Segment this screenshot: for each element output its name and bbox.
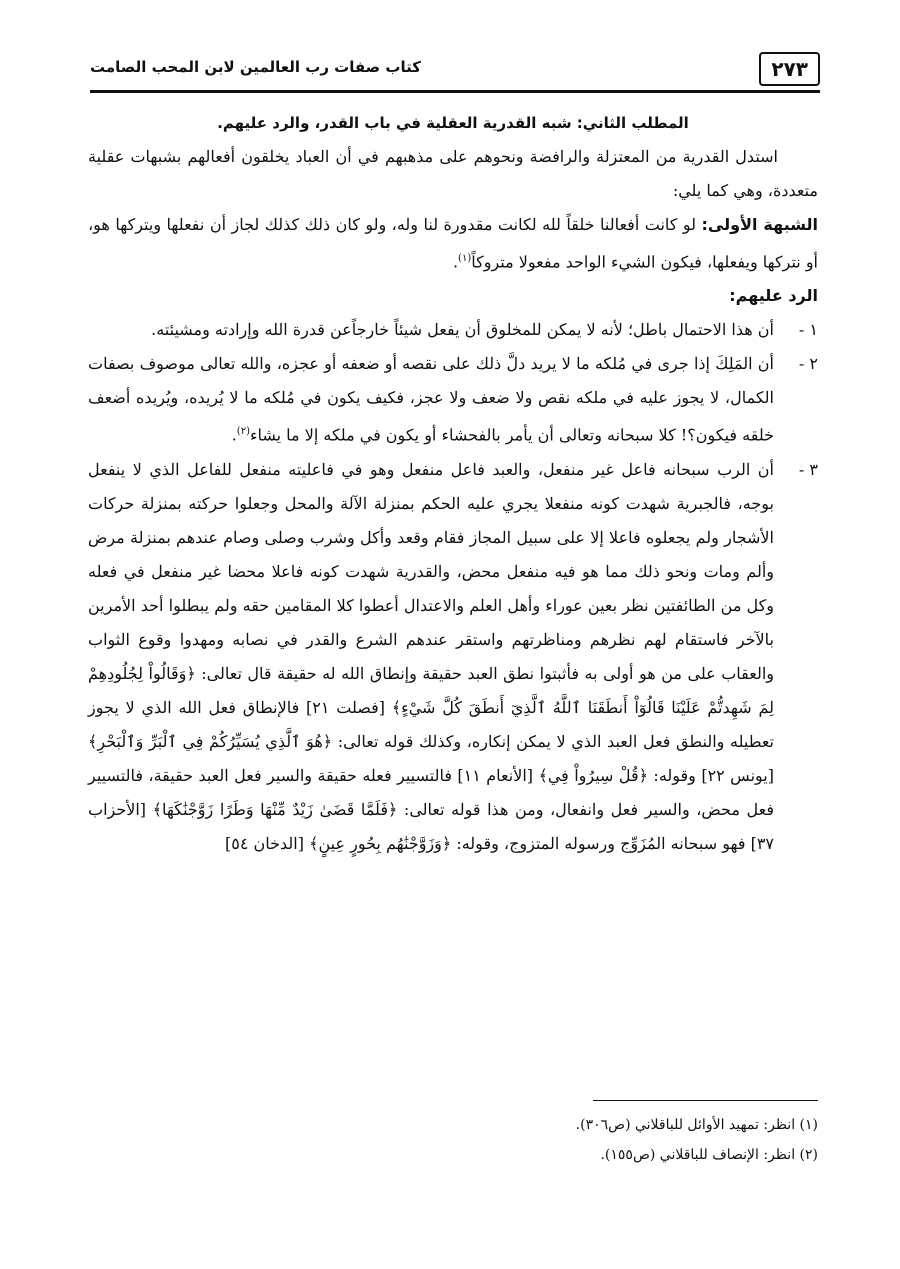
list-item	[88, 347, 818, 452]
page-number: ٢٧٣	[759, 52, 820, 86]
footnote-ref: (٢)	[236, 426, 250, 438]
item-number: ٣ -	[798, 459, 818, 479]
item-text: أن هذا الاحتمال باطل؛ لأنه لا يمكن للمخلوق أن يفعل شيئاً خارجاًعن قدرة الله وإرادته ومشيئته.	[151, 320, 774, 340]
intro-paragraph: استدل القدرية من المعتزلة والرافضة ونحوهم على مذهبهم في أن العباد يخلقون أفعالهم بشبهات عقلية متعددة، وهي كما يلي:	[88, 147, 818, 200]
footnotes	[88, 1110, 818, 1170]
list-item	[88, 313, 818, 347]
list-item	[88, 453, 818, 861]
item-number: ٢ -	[798, 354, 818, 374]
shubha-text: لو كانت أفعالنا خلقاً لله لكانت مقدورة لنا وله، ولو كان ذلك كذلك لجاز أن نفعلها ويتركها هو، أو نتركها ويفعلها، فيكون الشيء الواحد مفعولا متروكاً	[88, 215, 818, 272]
item-text: أن الرب سبحانه فاعل غير منفعل، والعبد فاعل منفعل وهو في فاعليته منفعل للفاعل الذي لا ينفعل بوجه، فالجبرية شهدت كونه منفعلا يجري عليه الحكم بمنزلة الآلة والمحل وجعلوا حركته بمنزلة حركات الأشجار ولم يجعلوه فاعلا إلا على سبيل المجاز فقام وقعد وأكل وشرب وصلى وصام عندهم بمنزلة مرض وألم ومات ونحو ذلك مما هو فيه منفعل محض، والقدرية شهدت كونه فاعلا محضا غير منفعل في فعله وكل من الطائفتين نظر بعين عوراء وأهل العلم والاعتدال أعطوا كلا المقامين حقه ولم يبطلوا أحد الأمرين بالآخر فاستقام لهم نظرهم ومناظرتهم واستقر عندهم الشرع والقدر في نصابه ومهدوا وقوع الثواب والعقاب على من هو أولى به فأثبتوا نطق العبد حقيقة وإنطاق الله له حقيقة قال تعالى: ﴿وَقَالُواْ لِجُلُودِهِمْ لِمَ شَهِدتُّمْ عَلَيْنَا قَالُوٓاْ أَنطَقَنَا ٱللَّهُ ٱلَّذِيٓ أَنطَقَ كُلَّ شَيْءٍ﴾ [فصلت ٢١] فالإنطاق فعل الله الذي لا يجوز تعطيله والنطق فعل العبد الذي لا يمكن إنكاره، وكذلك قوله تعالى: ﴿هُوَ ٱلَّذِي يُسَيِّرُكُمْ فِي ٱلْبَرِّ وَٱلْبَحْرِ﴾ [يونس ٢٢] وقوله: ﴿قُلْ سِيرُواْ فِي﴾ [الأنعام ١١] فالتسيير فعله حقيقة والسير فعل العبد حقيقة، فالتسيير فعل محض، والسير فعل وانفعال، ومن هذا قوله تعالى: ﴿فَلَمَّا قَضَىٰ زَيْدٌ مِّنْهَا وَطَرًا زَوَّجْنَٰكَهَا﴾ [الأحزاب ٣٧] فهو سبحانه المُزَوِّج ورسوله المتزوج، وقوله: ﴿وَزَوَّجْنَٰهُم بِحُورٍ عِينٍ﴾ [الدخان ٥٤]	[88, 459, 775, 853]
item-number: ١ -	[798, 320, 818, 340]
item-text: أن المَلِكَ إذا جرى في مُلكه ما لا يريد دلَّ ذلك على نقصه أو ضعفه أو عجزه، والله تعالى موصوف بصفات الكمال، لا يجوز عليه في ملكه نقص ولا ضعف ولا عجز، فكيف يكون في مُلكه ما لا يُريده، ويُريده أضعف خلقه فيكون؟! كلا سبحانه وتعالى أن يأمر بالفحشاء أو يكون في ملكه إلا ما يشاء$^{(٢)}$.	[88, 354, 774, 445]
section-title: المطلب الثاني: شبه القدرية العقلية في باب القدر، والرد عليهم.	[217, 114, 689, 132]
reply-heading: الرد عليهم:	[729, 286, 818, 306]
page-header	[90, 52, 820, 88]
page-body	[88, 106, 818, 861]
footnote-ref: (١)	[458, 253, 472, 264]
footnote-rule	[593, 1100, 818, 1101]
footnote: (١) انظر: تمهيد الأوائل للباقلاني (ص٣٠٦).	[575, 1117, 818, 1133]
running-title: كتاب صفات رب العالمين لابن المحب الصامت	[90, 58, 421, 76]
header-rule	[90, 90, 820, 93]
shubha-label: الشبهة الأولى:	[701, 215, 819, 234]
shubha-paragraph: الشبهة الأولى: لو كانت أفعالنا خلقاً لله لكانت مقدورة لنا وله، ولو كان ذلك كذلك لجاز أن نفعلها ويتركها هو، أو نتركها ويفعلها، فيكون الشيء الواحد مفعولا متروكاً$^{(١)}$.	[88, 215, 819, 272]
footnote: (٢) انظر: الإنصاف للباقلاني (ص١٥٥).	[600, 1147, 818, 1163]
